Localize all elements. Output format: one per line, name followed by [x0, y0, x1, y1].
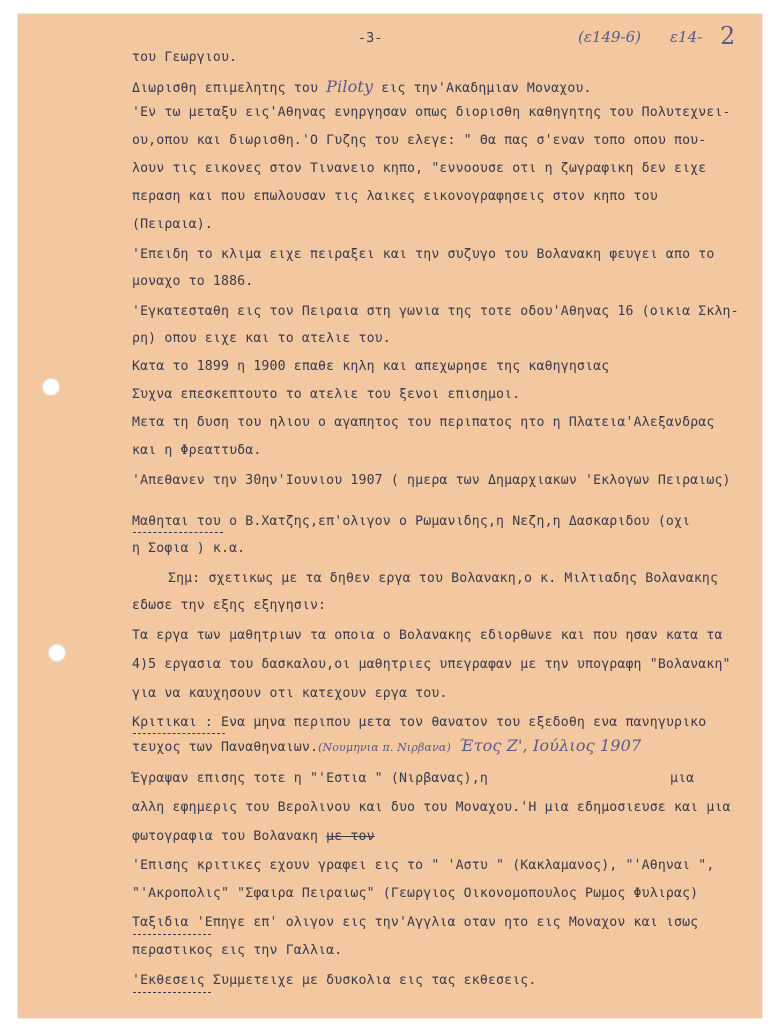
text-line: μοναχο το 1886.: [132, 274, 254, 289]
handwritten-insert: Έτος Ζ', Ιούλιος 1907: [459, 736, 642, 755]
text-line: 'Επισης κριτικες εχουν γραφει εις το " 'Αστυ " (Κακλαμανος), "'Αθηναι ",: [132, 858, 715, 873]
handwritten-insert: (Νουμηνια π. Νιρβανα): [318, 741, 451, 754]
text-line: [132, 77, 592, 96]
punch-hole: [42, 378, 60, 396]
struck-text: με τον: [326, 829, 375, 844]
underline: [133, 532, 223, 533]
text-line: 4)5 εργασια του δασκαλου,οι μαθητριες υπεγραφαν με την υπογραφη "Βολανακη": [132, 657, 731, 672]
archive-ref-annotation: 2: [720, 22, 736, 50]
document-page: [18, 14, 762, 1018]
text-line: και η Φρεαττυδα.: [132, 443, 262, 458]
text-line: περαση και που επωλουσαν τις λαικες εικονογραφησεις στον κηπο του: [132, 189, 658, 204]
text-line: 'Επειδη το κλιμα ειχε πειραξει και την συζυγο του Βολανακη φευγει απο το: [132, 247, 715, 262]
text-line: Τα εργα των μαθητριων τα οποια ο Βολανακης εδιορθωνε και που ησαν κατα τα: [132, 628, 723, 643]
text-line: Συχνα επεσκεπτουτο το ατελιε του ξενοι επισημοι.: [132, 387, 521, 402]
text-line: (Πειραια).: [132, 217, 213, 232]
text-line: 'Εκθεσεις Συμμετειχε με δυσκολια εις τας εκθεσεις.: [132, 973, 537, 988]
archive-ref-annotation: ε14-: [670, 28, 703, 46]
text-line: "'Ακροπολις" "Σφαιρα Πειραιως" (Γεωργιος Οικονομοπουλος Ρωμος Φυλιρας): [132, 886, 699, 901]
text-line: Σημ: σχετικως με τα δηθεν εργα του Βολανακη,ο κ. Μιλτιαδης Βολανακης: [168, 571, 719, 586]
text-line: λουν τις εικονες στον Τινανειο κηπο, "εννοουσε οτι η ζωγραφικη δεν ειχε: [132, 161, 707, 176]
page-number: -3-: [358, 30, 383, 46]
text-line: για να καυχησουν οτι κατεχουν εργα του.: [132, 686, 448, 701]
text-line: ου,οπου και διωρισθη.'Ο Γυζης του ελεγε: " Θα πας σ'εναν τοπο οπου που-: [132, 133, 707, 148]
text-line: [132, 736, 641, 755]
underline: [133, 992, 211, 993]
archive-ref-annotation: (ε149-6): [578, 28, 641, 46]
text-line: μια: [670, 771, 695, 786]
punch-hole: [48, 644, 66, 662]
text-line: Κριτικαι : Ενα μηνα περιπου μετα τον θανατον του εξεδοθη ενα πανηγυρικο: [132, 715, 707, 730]
underline: [133, 934, 211, 935]
text-line: Μαθηται του ο Β.Χατζης,επ'ολιγον ο Ρωμανιδης,η Νεζη,η Δασκαριδου (οχι: [132, 514, 691, 529]
text-line: Ταξιδια 'Επηγε επ' ολιγον εις την'Αγγλια οταν ητο εις Μοναχον και ισως: [132, 915, 699, 930]
text-span: τευχος των Παναθηναιων.: [132, 740, 319, 755]
text-span: εις την'Ακαδημιαν Μοναχου.: [381, 81, 592, 96]
text-line: 'Απεθανεν την 30ην'Ιουνιου 1907 ( ημερα των Δημαρχιακων 'Εκλογων Πειραιως): [132, 473, 731, 488]
text-line: περαστικος εις την Γαλλια.: [132, 943, 343, 958]
text-line: εδωσε την εξης εξηγησιν:: [132, 598, 327, 613]
underline: [133, 733, 225, 734]
text-line: 'Εγκατεσταθη εις τον Πειραια στη γωνια της τοτε οδου'Αθηνας 16 (οικια Σκλη-: [132, 304, 739, 319]
text-line: 'Εν τω μεταξυ εις'Αθηνας ενηργησαν οπως διορισθη καθηγητης του Πολυτεχνει-: [132, 105, 731, 120]
text-line: αλλη εφημερις του Βερολινου και δυο του Μοναχου.'Η μια εδημοσιευσε και μια: [132, 800, 731, 815]
text-line: του Γεωργιου.: [132, 50, 238, 65]
text-span: φωτογραφια του Βολανακη: [132, 829, 319, 844]
text-line: ρη) οπου ειχε και το ατελιε του.: [132, 331, 391, 346]
text-line: Έγραψαν επισης τοτε η "'Εστια " (Νιρβανας),η: [132, 771, 488, 786]
text-line: Κατα το 1899 η 1900 επαθε κηλη και απεχωρησε της καθηγησιας: [132, 359, 610, 374]
text-line: [132, 829, 375, 844]
handwritten-insert: Piloty: [326, 77, 374, 96]
text-line: η Σοφια ) κ.α.: [132, 541, 246, 556]
text-span: Διωρισθη επιμελητης του: [132, 81, 319, 96]
text-line: Μετα τη δυση του ηλιου ο αγαπητος του περιπατος ητο η Πλατεια'Αλεξανδρας: [132, 415, 715, 430]
